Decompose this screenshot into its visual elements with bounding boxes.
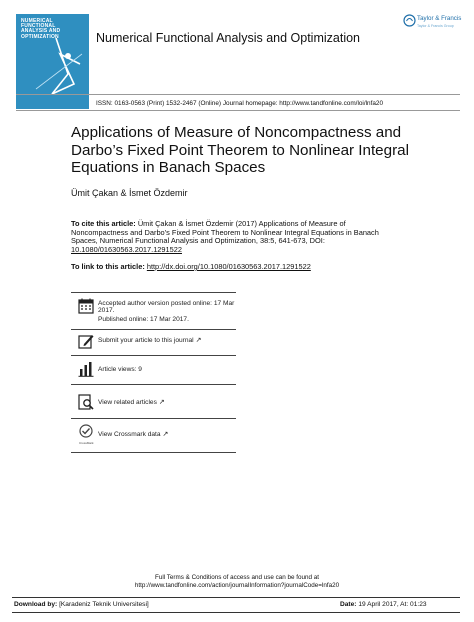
publisher-group: Taylor & Francis Group: [417, 24, 454, 28]
submit-article-label: Submit your article to this journal: [98, 337, 194, 344]
submit-article-row[interactable]: [78, 333, 248, 351]
submit-article-link[interactable]: [98, 337, 202, 344]
download-info: [14, 601, 149, 608]
crossmark-caption: CrossMark: [79, 441, 94, 445]
article-title: Applications of Measure of Noncompactness and Darbo’s Fixed Point Theorem to Nonlinear Integral Equations in Banach Spaces: [71, 124, 409, 177]
terms-url[interactable]: http://www.tandfonline.com/action/journalInformation?journalCode=lnfa20: [134, 582, 340, 589]
download-date: [340, 601, 427, 608]
edit-document-icon: [78, 333, 94, 349]
article-views-row: [78, 361, 248, 379]
external-link-icon: ↗: [195, 337, 202, 344]
issn-homepage-line[interactable]: ISSN: 0163-0563 (Print) 1532-2467 (Online) Journal homepage: http://www.tandfonline.com/loi/lnfa20: [96, 100, 384, 107]
info-separator: [71, 355, 236, 356]
info-separator: [71, 384, 236, 385]
crossmark-icon: [78, 424, 94, 440]
article-authors: Ümit Çakan & İsmet Özdemir: [71, 188, 188, 198]
date-value: 19 April 2017, At: 01:23: [358, 601, 427, 608]
download-label: Download by:: [14, 601, 58, 608]
related-articles-link[interactable]: [98, 399, 165, 406]
date-label: Date:: [340, 601, 357, 608]
header-divider: [16, 94, 460, 95]
crossmark-row[interactable]: [78, 424, 248, 448]
cover-title: NUMERICAL FUNCTIONAL ANALYSIS AND OPTIMIZATION: [21, 18, 61, 40]
accepted-date: Accepted author version posted online: 17 Mar 2017.: [98, 300, 235, 315]
published-date: Published online: 17 Mar 2017.: [98, 316, 189, 323]
publisher-logo-icon: [403, 14, 416, 27]
journal-title[interactable]: Numerical Functional Analysis and Optimization: [96, 31, 361, 45]
article-link-line: [71, 262, 311, 271]
cite-text: Ümit Çakan & İsmet Özdemir (2017) Applications of Measure of Noncompactness and Darbo’s Fixed Point Theorem to Nonlinear Integral Equations in Banach Spaces, Numerical Functional Analysis and Optimization, 38:5, 641-673, DOI:: [71, 219, 379, 246]
publisher-name: Taylor & Francis: [417, 15, 462, 22]
citation-block: [71, 220, 401, 255]
related-articles-label: View related articles: [98, 399, 157, 406]
calendar-icon: [78, 298, 94, 314]
article-doi-link[interactable]: http://dx.doi.org/10.1080/01630563.2017.1291522: [146, 262, 311, 271]
bar-chart-icon: [78, 361, 94, 377]
link-label: To link to this article:: [71, 262, 145, 271]
info-separator: [71, 452, 236, 453]
crossmark-label: View Crossmark data: [98, 431, 161, 438]
download-divider-top: [12, 597, 460, 598]
cite-doi-link[interactable]: 10.1080/01630563.2017.1291522: [71, 245, 182, 255]
cite-label: To cite this article:: [71, 219, 136, 228]
search-document-icon: [78, 394, 94, 410]
download-institution: [Karadeniz Teknik Universitesi]: [59, 601, 149, 608]
info-separator: [71, 292, 236, 293]
publication-dates: [78, 298, 248, 326]
header-divider-bottom: [16, 110, 460, 111]
download-divider-bottom: [12, 612, 460, 613]
external-link-icon: ↗: [162, 431, 169, 438]
article-views: Article views: 9: [98, 366, 142, 373]
info-separator: [71, 418, 236, 419]
related-articles-row[interactable]: [78, 394, 248, 412]
external-link-icon: ↗: [158, 399, 165, 406]
terms-line-1: Full Terms & Conditions of access and use can be found at: [154, 574, 320, 581]
crossmark-link[interactable]: [98, 431, 168, 438]
info-separator: [71, 329, 236, 330]
